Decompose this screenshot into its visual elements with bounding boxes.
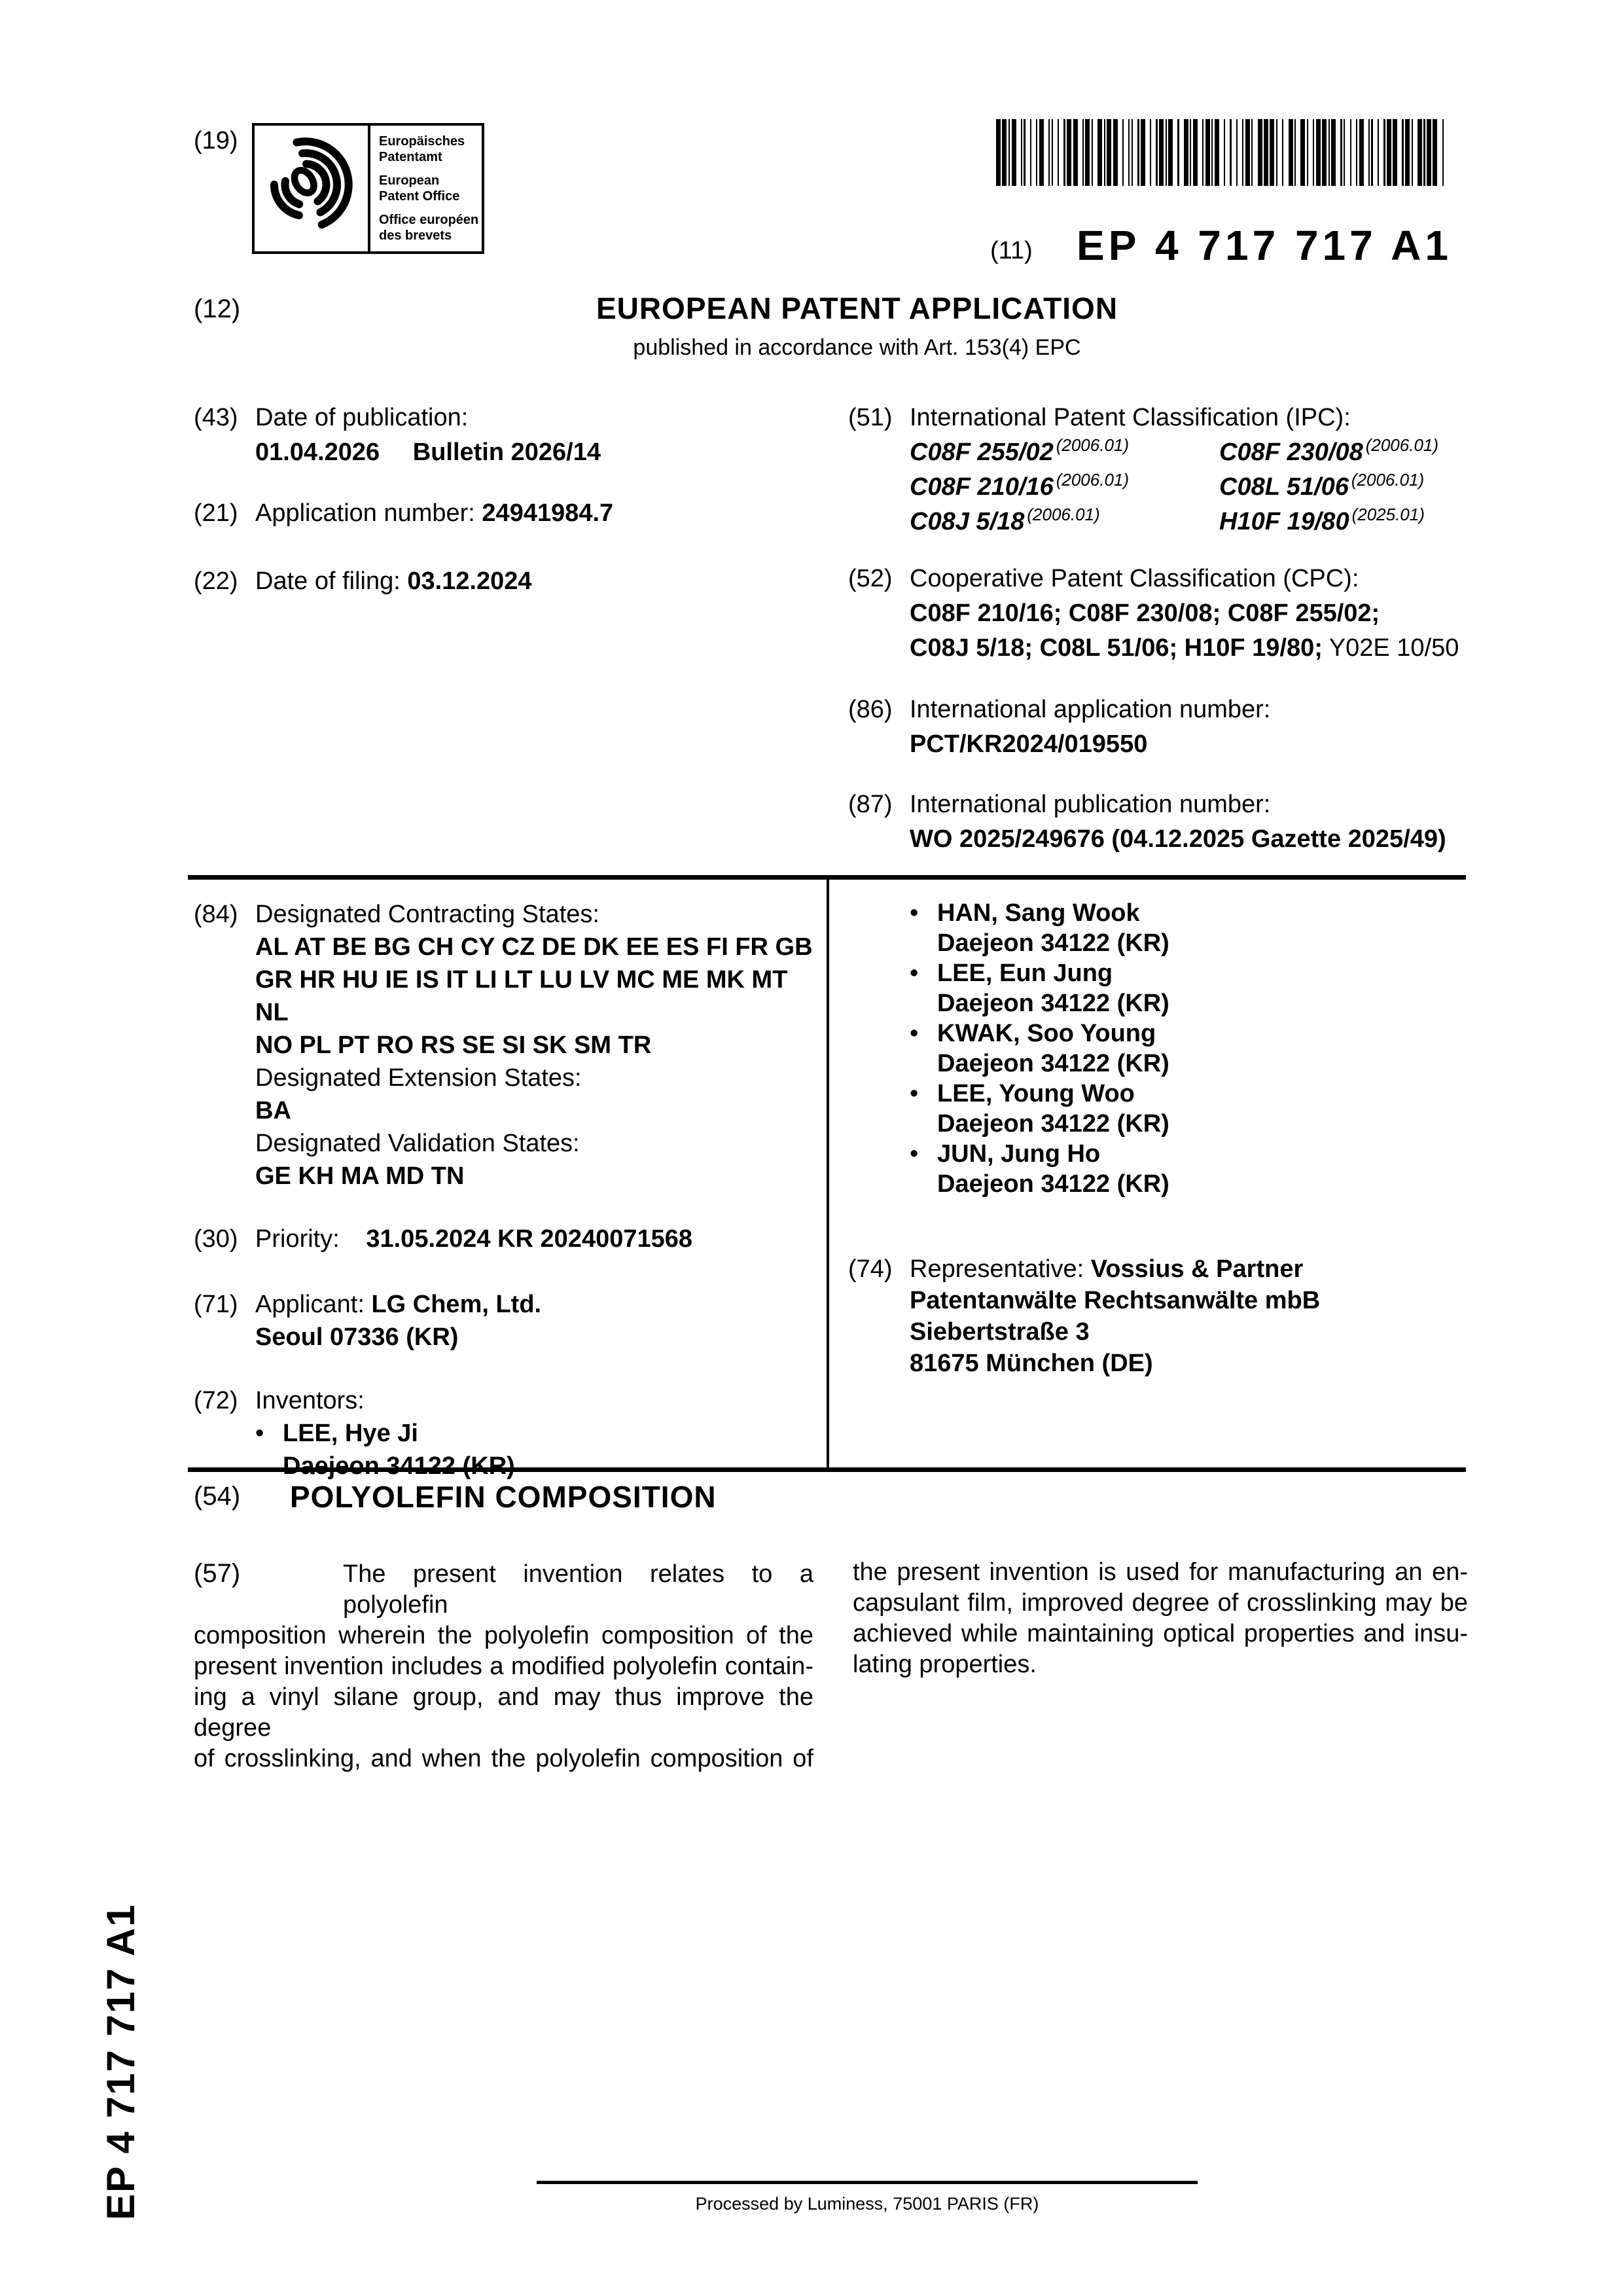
inid-52-label: (52): [848, 565, 893, 592]
inventor-address: Daejeon 34122 (KR): [937, 990, 1169, 1017]
bullet-icon: •: [910, 899, 919, 927]
intl-publication-row: [848, 787, 1470, 857]
invention-title: POLYOLEFIN COMPOSITION: [290, 1480, 717, 1514]
validation-states-value: GE KH MA MD TN: [255, 1162, 465, 1190]
cpc-label: Cooperative Patent Classification (CPC):: [910, 565, 1359, 592]
ipc-code-version: (2006.01): [1351, 470, 1425, 490]
filing-date-row: [194, 564, 815, 599]
intl-publication-label: International publication number:: [910, 791, 1271, 818]
parties-left-column: [194, 898, 815, 1482]
ipc-code-text: H10F 19/80: [1219, 508, 1349, 535]
inventor-item: [910, 1018, 1470, 1049]
inventor-item: [255, 1417, 815, 1450]
abstract-line: the present invention is used for manufacturing an en-: [853, 1558, 1468, 1586]
applicant-name: LG Chem, Ltd.: [371, 1291, 542, 1318]
horizontal-rule-top: [188, 875, 1466, 880]
representative-label: Representative:: [910, 1255, 1084, 1283]
inid-87-label: (87): [848, 791, 893, 818]
intl-application-row: [848, 692, 1470, 762]
priority-label: Priority:: [255, 1225, 340, 1253]
footer-text: Processed by Luminess, 75001 PARIS (FR): [695, 2194, 1039, 2214]
epo-name-french-line2: des brevets: [379, 228, 452, 243]
cpc-codes-line2-bold: C08J 5/18; C08L 51/06; H10F 19/80;: [910, 634, 1323, 662]
ipc-code-version: (2006.01): [1056, 470, 1130, 490]
publication-date-row: [194, 401, 815, 470]
representative-line: Siebertstraße 3: [910, 1318, 1090, 1346]
inid-72-label: (72): [194, 1387, 238, 1414]
ipc-code: [910, 435, 1219, 470]
ipc-code-text: C08J 5/18: [910, 508, 1025, 535]
application-number-label: Application number:: [255, 499, 475, 527]
inventor-name: LEE, Young Woo: [937, 1080, 1135, 1107]
epo-name-english-line2: Patent Office: [379, 189, 460, 204]
ipc-code: [910, 470, 1219, 505]
intl-application-label: International application number:: [910, 696, 1271, 723]
abstract-line: present invention includes a modified polyolefin contain-: [194, 1653, 813, 1680]
parties-right-column: [848, 898, 1470, 1379]
inventor-item: [910, 958, 1470, 988]
abstract-line: achieved while maintaining optical properties and insu-: [853, 1620, 1468, 1647]
ipc-label: International Patent Classification (IPC):: [910, 404, 1351, 431]
bullet-icon: •: [910, 1140, 919, 1168]
barcode: [996, 119, 1449, 186]
designated-states-line: AL AT BE BG CH CY CZ DE DK EE ES FI FR GB: [255, 933, 813, 961]
bullet-icon: •: [255, 1420, 264, 1447]
inventor-name: LEE, Eun Jung: [937, 960, 1113, 987]
abstract-line: lating properties.: [853, 1651, 1037, 1678]
priority-value: 31.05.2024 KR 20240071568: [366, 1225, 693, 1253]
abstract-line: capsulant film, improved degree of crosslinking may be: [853, 1589, 1468, 1617]
document-kind-note: published in accordance with Art. 153(4) EPC: [633, 335, 1081, 360]
intl-application-number: PCT/KR2024/019550: [910, 730, 1148, 758]
document-kind-title: EUROPEAN PATENT APPLICATION: [596, 291, 1118, 325]
representative-row: [848, 1253, 1470, 1379]
ipc-code-text: C08F 255/02: [910, 439, 1054, 466]
epo-logo-box: [252, 123, 484, 254]
inid-51-label: (51): [848, 404, 893, 431]
applicant-label: Applicant:: [255, 1291, 365, 1318]
designated-states-label: Designated Contracting States:: [255, 901, 599, 928]
inventor-item: [910, 898, 1470, 928]
representative-name: Vossius & Partner: [1090, 1255, 1304, 1283]
cpc-codes-line2: [910, 631, 1470, 666]
biblio-left-column: [194, 401, 815, 599]
document-kind-block: [194, 291, 1468, 361]
inid-19-label: (19): [194, 127, 238, 154]
designated-states-row: [194, 898, 815, 1193]
inid-84-label: (84): [194, 901, 238, 928]
applicant-address: Seoul 07336 (KR): [255, 1323, 459, 1351]
cpc-codes-line1: C08F 210/16; C08F 230/08; C08F 255/02;: [910, 600, 1380, 627]
epo-logo-text: [370, 126, 482, 251]
abstract-column-left: [194, 1559, 813, 1774]
epo-name-french-line1: Office européen: [379, 213, 479, 227]
bullet-icon: •: [910, 1020, 919, 1047]
epo-logo-icon: [255, 126, 368, 251]
application-number-value: 24941984.7: [482, 499, 614, 527]
abstract-line: The present invention relates to a polyolefin: [343, 1560, 813, 1619]
designated-states-line: NO PL PT RO RS SE SI SK SM TR: [255, 1031, 652, 1059]
publication-number: EP 4 717 717 A1: [1077, 222, 1452, 269]
ipc-code-version: (2006.01): [1027, 505, 1100, 525]
inventor-name: HAN, Sang Wook: [937, 899, 1140, 927]
application-number-row: [194, 496, 815, 531]
ipc-row: [848, 401, 1470, 539]
inid-57-label: (57): [194, 1559, 241, 1588]
extension-states-label: Designated Extension States:: [255, 1064, 582, 1092]
inventor-address: Daejeon 34122 (KR): [937, 929, 1169, 957]
publication-date-label: Date of publication:: [255, 404, 469, 431]
ipc-code: [1219, 470, 1470, 505]
ipc-code-grid: [910, 435, 1470, 539]
cpc-codes-line2-tail: Y02E 10/50: [1329, 634, 1459, 662]
inid-54-label: (54): [194, 1482, 241, 1511]
cpc-row: [848, 562, 1470, 666]
inventor-name: LEE, Hye Ji: [283, 1420, 418, 1447]
ipc-code: [1219, 435, 1470, 470]
inid-22-label: (22): [194, 567, 238, 595]
extension-states-value: BA: [255, 1097, 291, 1124]
publication-date-value: 01.04.2026: [255, 439, 380, 466]
representative-line: Patentanwälte Rechtsanwälte mbB: [910, 1287, 1321, 1314]
ipc-code-version: (2025.01): [1351, 505, 1425, 525]
ipc-code-text: C08L 51/06: [1219, 473, 1349, 501]
inventor-address: Daejeon 34122 (KR): [937, 1110, 1169, 1138]
inid-12-label: (12): [194, 295, 241, 323]
inventor-address: Daejeon 34122 (KR): [937, 1050, 1169, 1077]
priority-row: [194, 1223, 815, 1255]
inventor-name: KWAK, Soo Young: [937, 1020, 1156, 1047]
column-divider: [827, 880, 829, 1467]
inventor-address: Daejeon 34122 (KR): [283, 1452, 515, 1480]
inventors-label: Inventors:: [255, 1387, 365, 1414]
ipc-code-text: C08F 210/16: [910, 473, 1054, 501]
ipc-code: [1219, 505, 1470, 539]
inventor-name: JUN, Jung Ho: [937, 1140, 1101, 1168]
epo-name-german-line1: Europäisches: [379, 134, 465, 149]
epo-name-english-line1: European: [379, 173, 440, 188]
inventors-row: [194, 1384, 815, 1482]
abstract-line: ing a vinyl silane group, and may thus improve the degree: [194, 1683, 813, 1742]
inventor-address: Daejeon 34122 (KR): [937, 1170, 1169, 1198]
intl-publication-number: WO 2025/249676 (04.12.2025 Gazette 2025/49): [910, 825, 1446, 853]
abstract-line: composition wherein the polyolefin composition of the: [194, 1622, 813, 1649]
footer-rule: [537, 2181, 1198, 2184]
inventor-item: [910, 1079, 1470, 1109]
applicant-row: [194, 1288, 815, 1354]
sidebar-publication-number: EP 4 717 717 A1: [99, 1903, 143, 2220]
abstract-line: of crosslinking, and when the polyolefin composition of: [194, 1745, 813, 1772]
inid-86-label: (86): [848, 696, 893, 723]
inid-43-label: (43): [194, 404, 238, 431]
ipc-code-text: C08F 230/08: [1219, 439, 1363, 466]
inid-11-label: (11): [990, 237, 1033, 264]
ipc-code-version: (2006.01): [1365, 435, 1439, 456]
inid-21-label: (21): [194, 499, 238, 527]
inid-30-label: (30): [194, 1225, 238, 1253]
ipc-code-version: (2006.01): [1056, 435, 1130, 456]
inventor-item: [910, 1139, 1470, 1169]
representative-line: 81675 München (DE): [910, 1350, 1153, 1377]
ipc-code: [910, 505, 1219, 539]
bullet-icon: •: [910, 960, 919, 987]
biblio-right-column: [848, 401, 1470, 857]
designated-states-line: GR HR HU IE IS IT LI LT LU LV MC ME MK MT NL: [255, 966, 788, 1026]
inventors-continued-spacer: [848, 898, 910, 1199]
inid-74-label: (74): [848, 1255, 893, 1283]
epo-name-german-line2: Patentamt: [379, 150, 442, 164]
filing-date-label: Date of filing:: [255, 567, 401, 595]
inid-71-label: (71): [194, 1291, 238, 1318]
filing-date-value: 03.12.2024: [407, 567, 532, 595]
bullet-icon: •: [910, 1080, 919, 1107]
bulletin-number: Bulletin 2026/14: [412, 439, 601, 466]
inventors-continued: [848, 898, 1470, 1199]
validation-states-label: Designated Validation States:: [255, 1130, 580, 1157]
abstract-column-right: [853, 1557, 1468, 1680]
